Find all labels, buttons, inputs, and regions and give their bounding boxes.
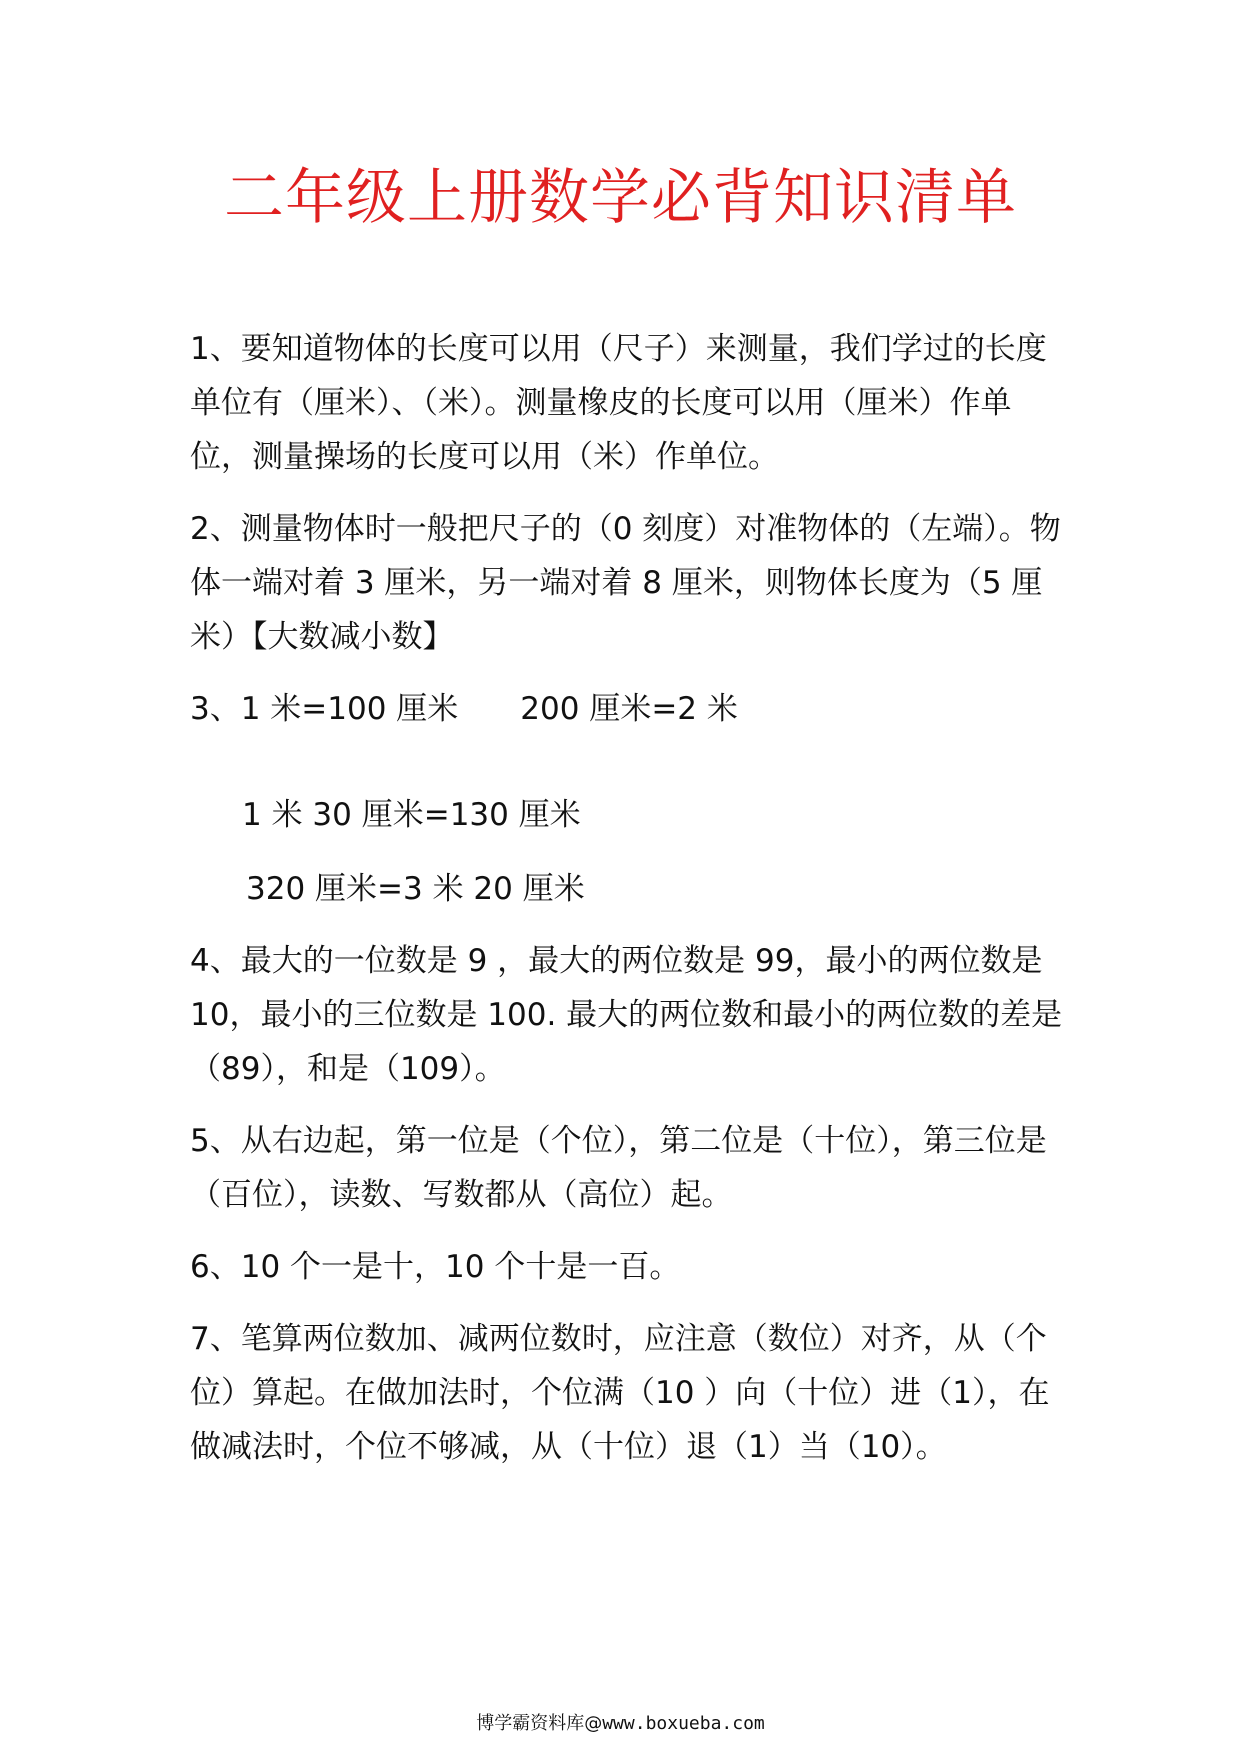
item-3-conversion-line-2: 1 米 30 厘米=130 厘米 bbox=[242, 797, 581, 833]
footer-at: @ bbox=[584, 1713, 603, 1734]
footer-watermark bbox=[0, 1712, 1241, 1736]
footer-url: www.boxueba.com bbox=[602, 1713, 765, 1734]
item-3-conversion-line-1: 3、1 米=100 厘米 200 厘米=2 米 bbox=[190, 691, 738, 727]
item-7-column-arithmetic: 7、笔算两位数加、减两位数时，应注意（数位）对齐，从（个位）算起。在做加法时，个位满（10 ）向（十位）进（1），在做减法时，个位不够减，从（十位）退（1）当（10）。 bbox=[190, 1321, 1050, 1465]
item-3-conversion-line-3: 320 厘米=3 米 20 厘米 bbox=[246, 871, 585, 907]
footer-brand: 博学霸资料库 bbox=[476, 1713, 585, 1734]
item-2-measuring: 2、测量物体时一般把尺子的（0 刻度）对准物体的（左端）。物体一端对着 3 厘米，另一端对着 8 厘米，则物体长度为（5 厘米）【大数减小数】 bbox=[190, 511, 1061, 655]
item-1-length-units: 1、要知道物体的长度可以用（尺子）来测量，我们学过的长度单位有（厘米）、（米）。测量橡皮的长度可以用（厘米）作单位，测量操场的长度可以用（米）作单位。 bbox=[190, 331, 1047, 475]
item-5-place-values: 5、从右边起，第一位是（个位），第二位是（十位），第三位是（百位），读数、写数都从（高位）起。 bbox=[190, 1123, 1047, 1213]
page-title: 二年级上册数学必背知识清单 bbox=[224, 163, 1017, 233]
spacer bbox=[190, 842, 1070, 862]
spacer bbox=[190, 736, 1070, 788]
item-4-number-facts: 4、最大的一位数是 9 ，最大的两位数是 99，最小的两位数是 10，最小的三位数是 100. 最大的两位数和最小的两位数的差是（89），和是（109）。 bbox=[190, 943, 1063, 1087]
knowledge-list bbox=[190, 322, 1070, 1492]
item-6-ten-and-hundred: 6、10 个一是十，10 个十是一百。 bbox=[190, 1249, 681, 1285]
